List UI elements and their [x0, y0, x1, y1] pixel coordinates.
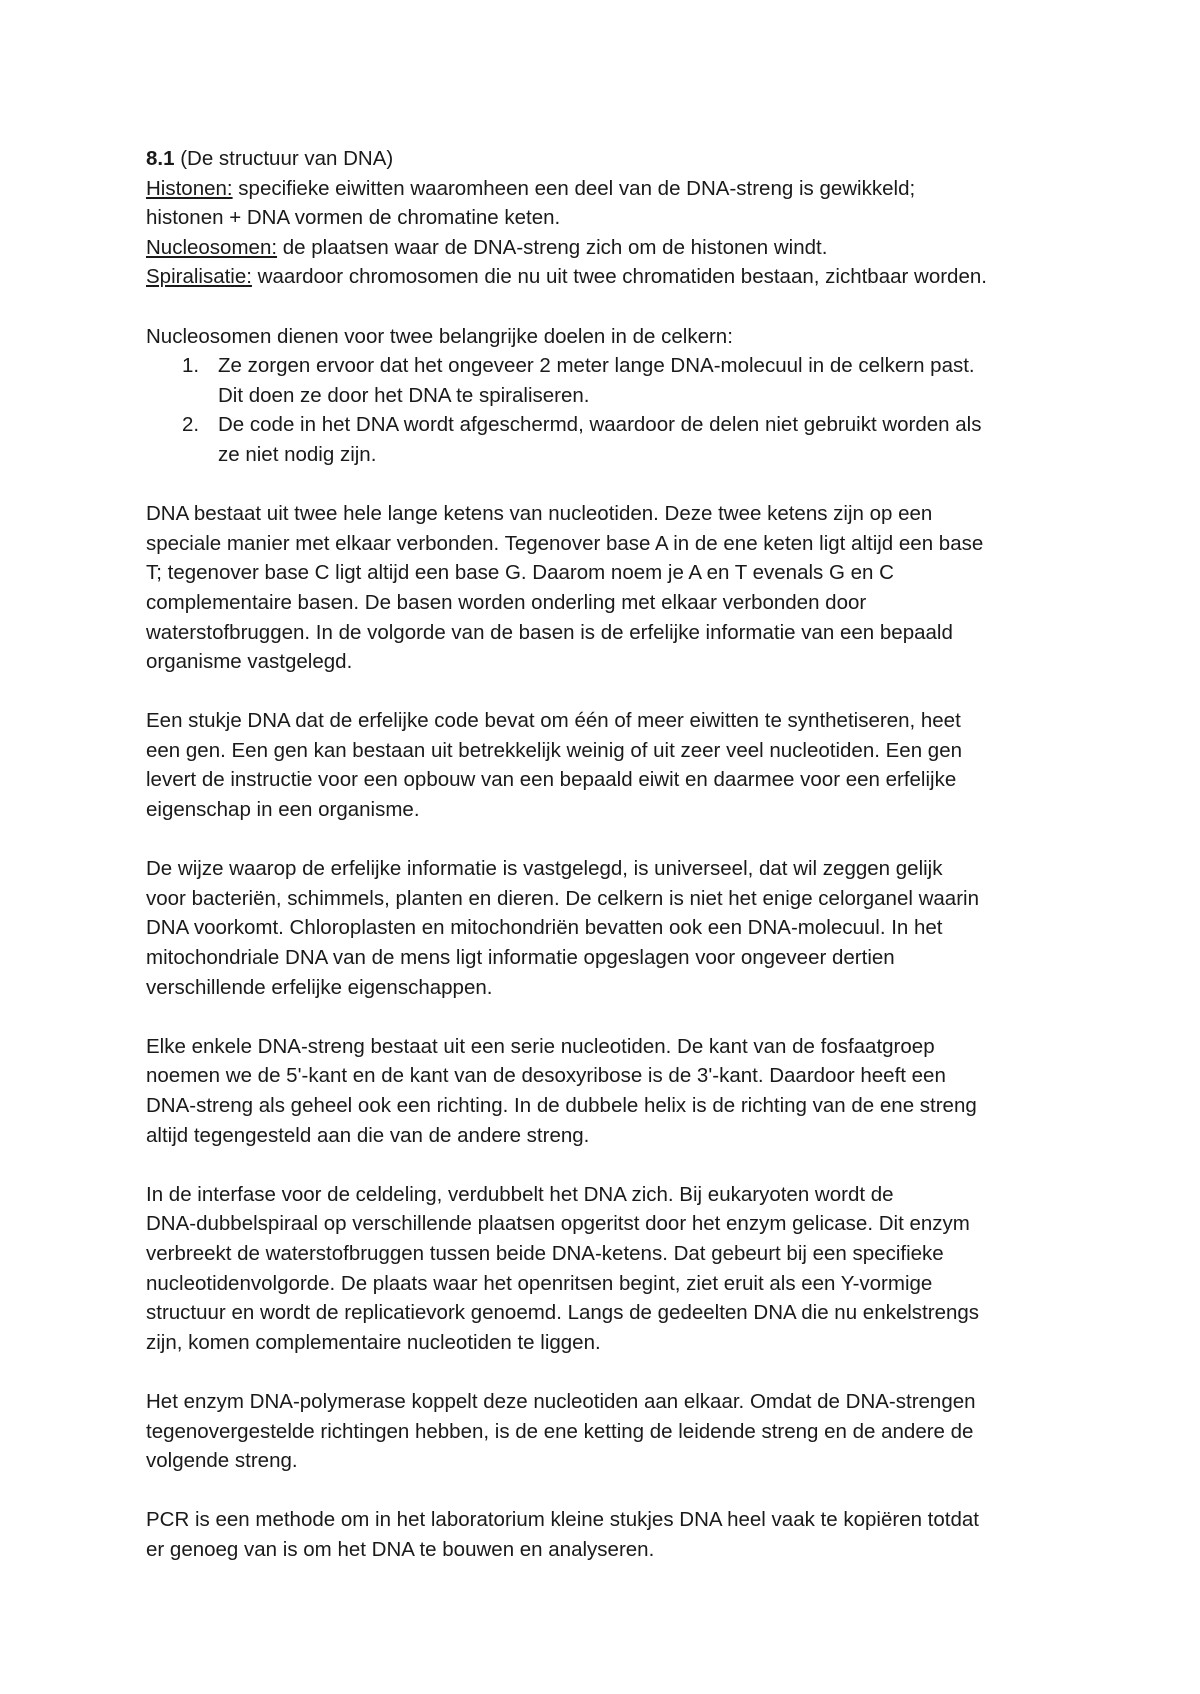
list-item-line: Ze zorgen ervoor dat het ongeveer 2 meter lange DNA-molecuul in de celkern past.	[218, 354, 975, 378]
blank-line	[146, 1476, 1086, 1506]
paragraph-line: eigenschap in een organisme.	[146, 798, 420, 822]
body-paragraph	[146, 1180, 1086, 1358]
paragraph-line: verschillende erfelijke eigenschappen.	[146, 975, 493, 999]
definition-histonen	[146, 174, 1086, 204]
paragraph-line: waterstofbruggen. In de volgorde van de basen is de erfelijke informatie van een bepaald	[146, 620, 953, 644]
paragraph-line: complementaire basen. De basen worden onderling met elkaar verbonden door	[146, 590, 867, 614]
paragraph-line: PCR is een methode om in het laboratorium kleine stukjes DNA heel vaak te kopiëren totdat	[146, 1508, 979, 1532]
paragraph-line: DNA-streng als geheel ook een richting. In de dubbele helix is de richting van de ene streng	[146, 1094, 977, 1117]
list-item-line: Dit doen ze door het DNA te spiraliseren.	[218, 383, 590, 407]
blank-line	[146, 1357, 1086, 1387]
paragraph-line: DNA voorkomt. Chloroplasten en mitochondriën bevatten ook een DNA-molecuul. In het	[146, 916, 943, 940]
body-paragraph	[146, 706, 1086, 824]
definition-nucleosomen	[146, 233, 1086, 263]
paragraph-line: De wijze waarop de erfelijke informatie is vastgelegd, is universeel, dat wil zeggen gelijk	[146, 857, 943, 881]
body-paragraph	[146, 1387, 1086, 1476]
paragraph-line: een gen. Een gen kan bestaan uit betrekkelijk weinig of uit zeer veel nucleotiden. Een gen	[146, 738, 962, 762]
paragraph-line: In de interfase voor de celdeling, verdubbelt het DNA zich. Bij eukaryoten wordt de	[146, 1182, 894, 1206]
paragraph-line: altijd tegengesteld aan die van de andere streng.	[146, 1123, 590, 1147]
definition-term: Nucleosomen:	[146, 235, 278, 259]
list-item-line: De code in het DNA wordt afgeschermd, waardoor de delen niet gebruikt worden als	[218, 413, 982, 437]
body-paragraph	[146, 1505, 1086, 1564]
paragraph-line: speciale manier met elkaar verbonden. Tegenover base A in de ene keten ligt altijd een base	[146, 531, 984, 555]
numbered-list	[146, 351, 1086, 469]
blank-line	[146, 470, 1086, 500]
paragraph-line: er genoeg van is om het DNA te bouwen en analyseren.	[146, 1537, 655, 1561]
paragraph-line: DNA bestaat uit twee hele lange ketens van nucleotiden. Deze twee ketens zijn op een	[146, 502, 933, 526]
definition-term: Histonen:	[146, 176, 233, 200]
blank-line	[146, 825, 1086, 855]
blank-line	[146, 292, 1086, 322]
paragraph-line: noemen we de 5'-kant en de kant van de desoxyribose is de 3'-kant. Daardoor heeft een	[146, 1064, 946, 1088]
section-number: 8.1	[146, 147, 175, 170]
definition-text: histonen + DNA vormen de chromatine keten.	[146, 206, 561, 230]
body-paragraphs	[146, 470, 1086, 1565]
list-number: 2.	[182, 413, 200, 437]
list-item	[146, 410, 1086, 469]
paragraph-line: volgende streng.	[146, 1449, 298, 1473]
paragraph-line: Een stukje DNA dat de erfelijke code bevat om één of meer eiwitten te synthetiseren, heet	[146, 709, 961, 733]
list-item	[146, 351, 1086, 410]
definition-text: de plaatsen waar de DNA-streng zich om de histonen windt.	[277, 235, 828, 259]
body-paragraph	[146, 854, 1086, 1002]
section-title: (De structuur van DNA)	[174, 147, 394, 170]
paragraph-line: organisme vastgelegd.	[146, 650, 353, 674]
blank-line	[146, 1150, 1086, 1180]
list-item-line: ze niet nodig zijn.	[218, 442, 377, 466]
body-paragraph	[146, 499, 1086, 677]
blank-line	[146, 1002, 1086, 1032]
definition-text: specifieke eiwitten waaromheen een deel van de DNA-streng is gewikkeld;	[232, 176, 916, 200]
paragraph-line: tegenovergestelde richtingen hebben, is de ene ketting de leidende streng en de andere de	[146, 1419, 974, 1443]
section-heading	[146, 144, 1086, 174]
paragraph-line: Elke enkele DNA-streng bestaat uit een serie nucleotiden. De kant van de fosfaatgroep	[146, 1034, 935, 1058]
body-paragraph	[146, 1032, 1086, 1150]
paragraph-line: levert de instructie voor een opbouw van een bepaald eiwit en daarmee voor een erfelijke	[146, 768, 957, 792]
definition-histonen-continued	[146, 203, 1086, 233]
paragraph-line: DNA-dubbelspiraal op verschillende plaatsen opgeritst door het enzym gelicase. Dit enzym	[146, 1212, 970, 1236]
paragraph-line: verbreekt de waterstofbruggen tussen beide DNA-ketens. Dat gebeurt bij een specifieke	[146, 1241, 944, 1265]
paragraph-line: T; tegenover base C ligt altijd een base G. Daarom noem je A en T evenals G en C	[146, 561, 894, 585]
definition-text: waardoor chromosomen die nu uit twee chromatiden bestaan, zichtbaar worden.	[251, 265, 987, 289]
paragraph-line: Het enzym DNA-polymerase koppelt deze nucleotiden aan elkaar. Omdat de DNA-strengen	[146, 1389, 976, 1413]
document-page	[146, 144, 1086, 1565]
list-number: 1.	[182, 354, 200, 378]
blank-line	[146, 677, 1086, 707]
paragraph-line: nucleotidenvolgorde. De plaats waar het openritsen begint, ziet eruit als een Y-vormige	[146, 1271, 933, 1295]
list-lead: Nucleosomen dienen voor twee belangrijke doelen in de celkern:	[146, 324, 733, 348]
paragraph-line: structuur en wordt de replicatievork genoemd. Langs de gedeelten DNA die nu enkelstrengs	[146, 1301, 980, 1325]
paragraph-line: zijn, komen complementaire nucleotiden te liggen.	[146, 1330, 601, 1354]
definition-term: Spiralisatie:	[146, 265, 252, 289]
paragraph-line: voor bacteriën, schimmels, planten en dieren. De celkern is niet het enige celorganel waarin	[146, 886, 979, 910]
paragraph-line: mitochondriale DNA van de mens ligt informatie opgeslagen voor ongeveer dertien	[146, 946, 895, 970]
definition-spiralisatie	[146, 262, 1086, 292]
